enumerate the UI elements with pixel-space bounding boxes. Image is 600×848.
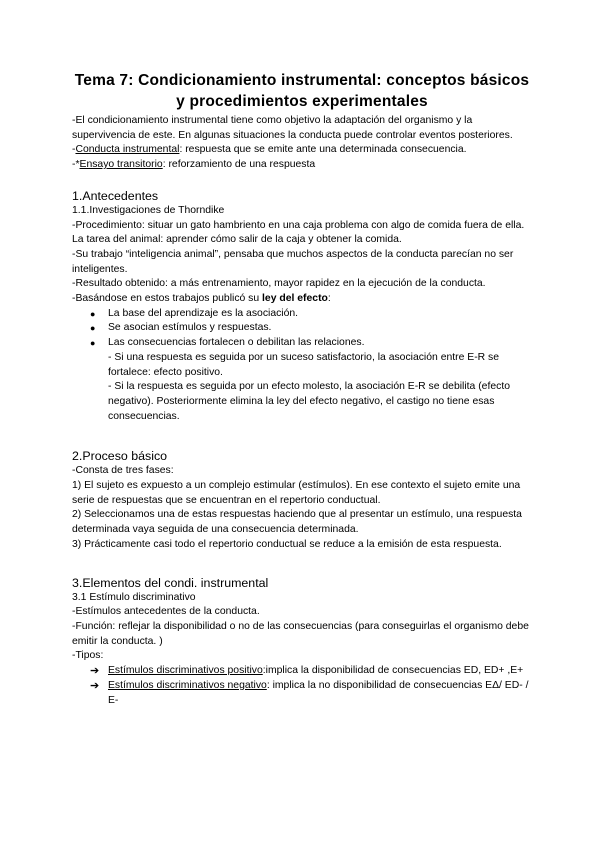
list-item-text: Se asocian estímulos y respuestas. [108, 322, 272, 334]
paragraph: 1) El sujeto es expuesto a un complejo estimular (estímulos). En ese contexto el sujeto emite una serie de respuestas que se encuentran en el repertorio conductual. [72, 480, 521, 506]
intro-definition-conducta [72, 143, 532, 158]
text: -Basándose en estos trabajos publicó su [72, 293, 263, 305]
paragraph: -Consta de tres fases: [72, 465, 174, 477]
section-heading-antecedentes: 1.Antecedentes [72, 188, 159, 203]
bullet-list [72, 307, 532, 351]
definition-text: : respuesta que se emite ante una determinada consecuencia. [179, 144, 467, 156]
list-item [90, 336, 532, 351]
section-heading-elementos: 3.Elementos del condi. instrumental [72, 575, 269, 590]
paragraph: -Función: reflejar la disponibilidad o no de las consecuencias (para conseguirlas el organismo debe emitir la conducta. ) [72, 620, 529, 647]
bold-term: ley del efecto [262, 293, 328, 305]
text: : [327, 293, 331, 305]
list-item [90, 307, 532, 322]
term-ensayo-transitorio: Ensayo transitorio [79, 159, 163, 171]
bullet-icon: ● [90, 338, 96, 349]
paragraph: 2) Seleccionamos una de estas respuestas haciendo que al presentar un estímulo, una respuesta determinada vaya seguida de una consecuencia determinada. [72, 509, 522, 536]
list-item [90, 321, 532, 336]
paragraph: -Su trabajo “inteligencia animal”, pensaba que muchos aspectos de la conducta parecían no ser inteligentes. [72, 248, 514, 275]
paragraph: -Procedimiento: situar un gato hambriento en una caja problema con algo de comida fuera de ella. La tarea del animal: aprender cómo salir de la caja y obtener la comida. [72, 219, 525, 246]
term: Estímulos discriminativos negativo [108, 679, 267, 691]
subsection-heading-thorndike: 1.1.Investigaciones de Thorndike [72, 204, 225, 216]
bullet-icon: ● [90, 308, 96, 319]
prefix: -* [72, 159, 80, 171]
document-page [72, 70, 532, 708]
list-item-text: Las consecuencias fortalecen o debilitan las relaciones. [108, 337, 365, 349]
definition-text: : reforzamiento de una respuesta [162, 159, 316, 171]
arrow-right-icon: ➔ [90, 679, 100, 692]
section-heading-proceso: 2.Proceso básico [72, 449, 168, 464]
prefix: - [72, 144, 76, 156]
list-item-text: :implica la disponibilidad de consecuencias ED, ED+ ,E+ [262, 665, 524, 677]
arrow-right-icon: ➔ [90, 665, 100, 678]
list-item-text: : implica la no disponibilidad de consecuencias EΔ/ ED- / E- [108, 679, 529, 706]
paragraph: 3) Prácticamente casi todo el repertorio conductual se reduce a la emisión de esta respuesta. [72, 538, 502, 550]
paragraph: -Estímulos antecedentes de la conducta. [72, 606, 260, 618]
sub-paragraph: - Si la respuesta es seguida por un efecto molesto, la asociación E-R se debilita (efecto negativo). Posteriormente elimina la ley del efecto negativo, el castigo no tiene esas consecuencias. [108, 381, 510, 422]
term-conducta-instrumental: Conducta instrumental [75, 144, 180, 156]
list-item [90, 664, 532, 679]
arrow-list [72, 664, 532, 708]
term: Estímulos discriminativos positivo [108, 665, 263, 677]
paragraph-ley-del-efecto [72, 292, 532, 307]
paragraph: -Tipos: [72, 650, 104, 662]
intro-definition-ensayo [72, 158, 532, 173]
subsection-heading-estimulo: 3.1 Estímulo discriminativo [72, 591, 196, 603]
list-item-text: La base del aprendizaje es la asociación. [108, 307, 299, 319]
page-title: Tema 7: Condicionamiento instrumental: conceptos básicos y procedimientos experimentales [74, 72, 530, 110]
bullet-icon: ● [90, 323, 96, 334]
intro-paragraph: -El condicionamiento instrumental tiene como objetivo la adaptación del organismo y la supervivencia de este. En algunas situaciones la conducta puede controlar eventos posteriores. [72, 115, 513, 141]
list-item [90, 679, 532, 708]
paragraph: -Resultado obtenido: a más entrenamiento, mayor rapidez en la ejecución de la conducta. [72, 278, 486, 290]
sub-paragraph: - Si una respuesta es seguida por un suceso satisfactorio, la asociación entre E-R se fortalece: efecto positivo. [108, 351, 500, 378]
